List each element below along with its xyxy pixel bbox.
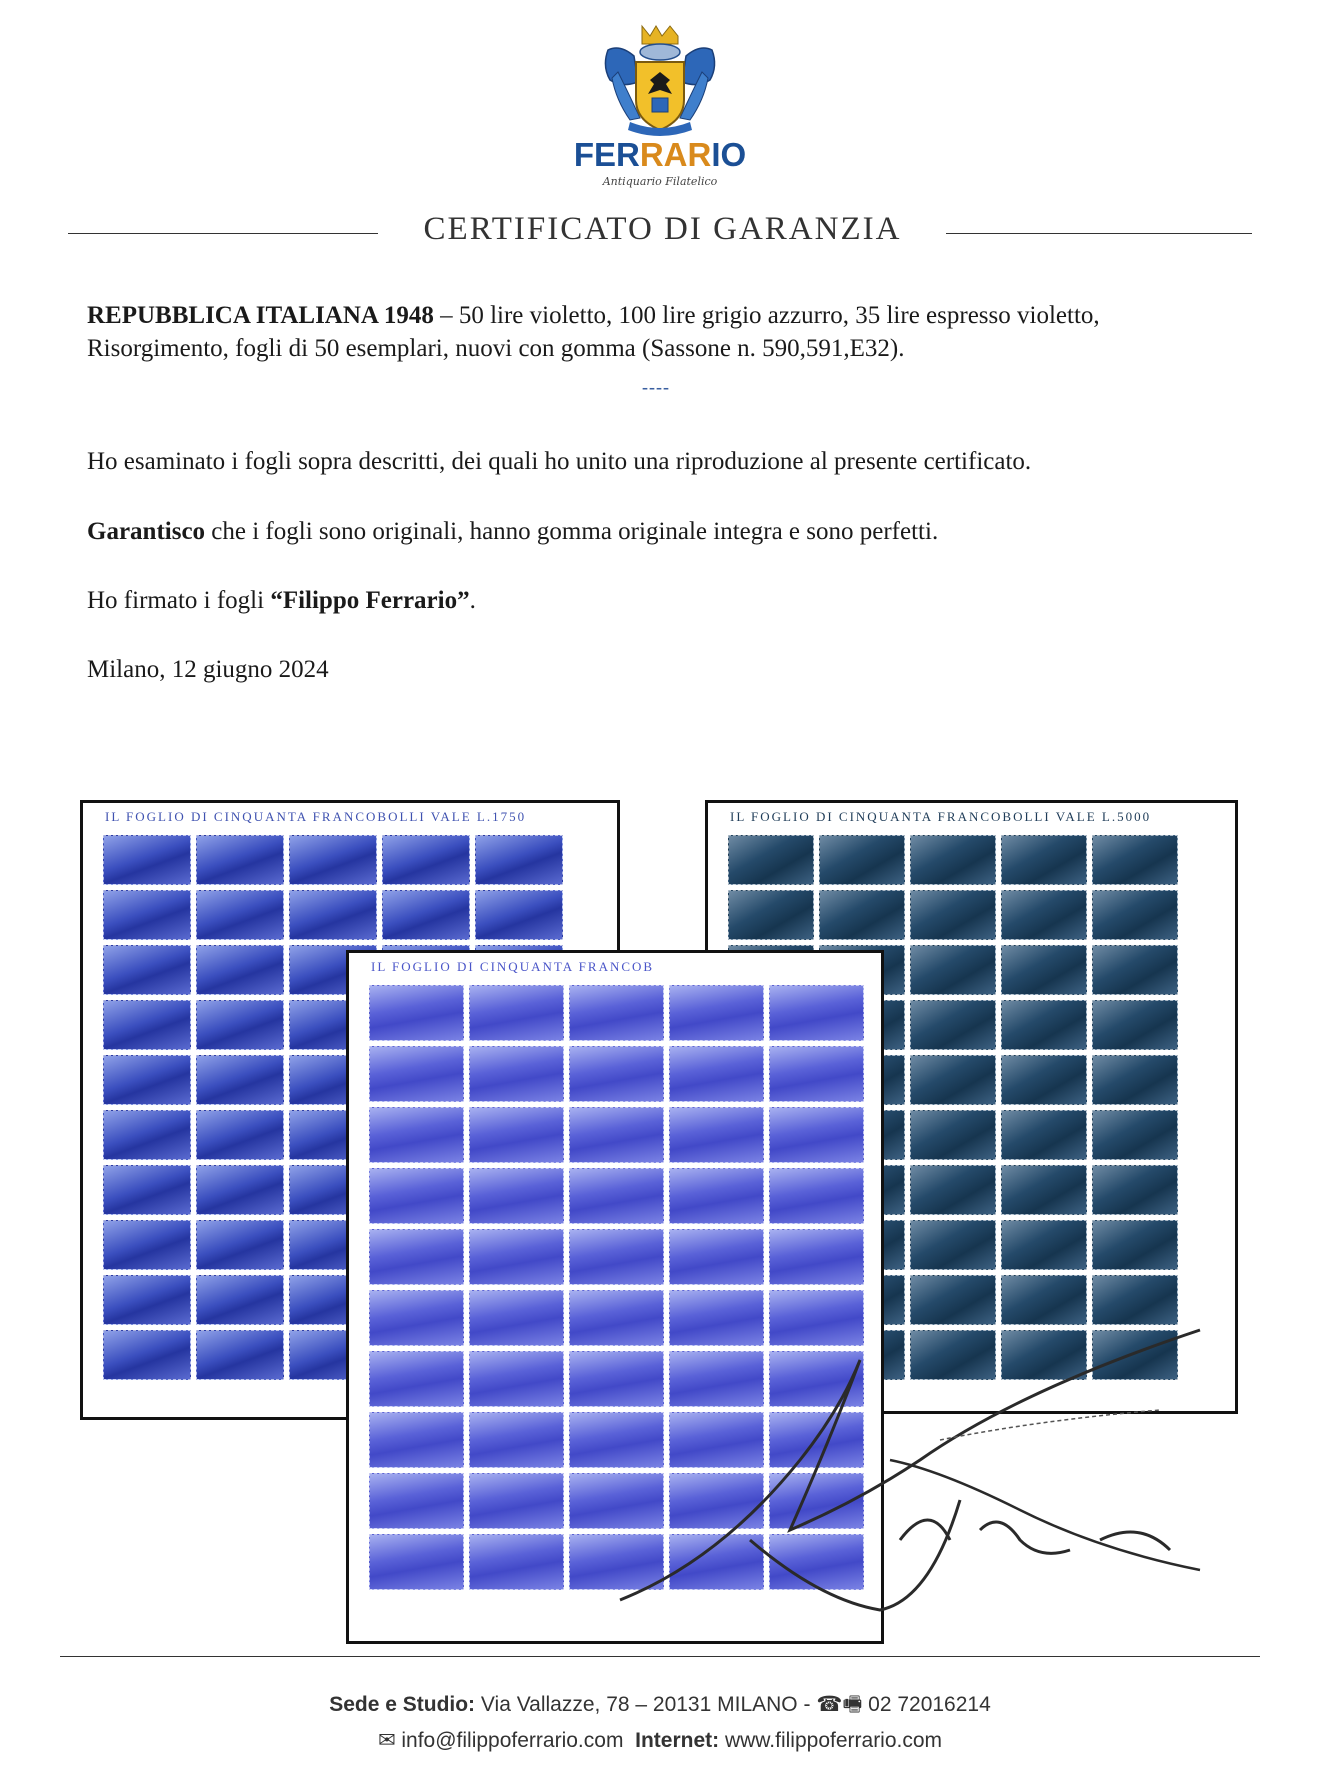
stamp [469, 1473, 564, 1529]
stamp [769, 985, 864, 1041]
stamp [196, 1110, 284, 1160]
stamp [369, 1229, 464, 1285]
sheet-margin-text: IL FOGLIO DI CINQUANTA FRANCOB [371, 959, 655, 974]
brand-name-part2: RAR [639, 136, 712, 173]
stamp [769, 1046, 864, 1102]
sheet-margin-text: IL FOGLIO DI CINQUANTA FRANCOBOLLI VALE L.5000 [730, 809, 1152, 824]
stamp [910, 1165, 996, 1215]
stamp [910, 1000, 996, 1050]
stamp [196, 890, 284, 940]
signature-paragraph [87, 584, 1247, 617]
certificate-title: CERTIFICATO DI GARANZIA [423, 211, 902, 247]
stamp [196, 835, 284, 885]
footer-internet-label: Internet: [635, 1729, 720, 1752]
stamp [1001, 835, 1087, 885]
signature-name: “Filippo Ferrario” [270, 587, 470, 614]
stamp [728, 890, 814, 940]
stamp [469, 1534, 564, 1590]
handwritten-signature [600, 1300, 1240, 1630]
envelope-icon: ✉ [377, 1729, 402, 1752]
stamp [1001, 1165, 1087, 1215]
stamp [382, 890, 470, 940]
signature-post: . [469, 587, 476, 614]
stamp [569, 1168, 664, 1224]
stamp [1001, 1055, 1087, 1105]
stamp [819, 890, 905, 940]
footer-website[interactable]: www.filippoferrario.com [724, 1729, 943, 1752]
stamp [1092, 1110, 1178, 1160]
stamp [289, 890, 377, 940]
stamp [469, 1107, 564, 1163]
stamp [196, 1220, 284, 1270]
footer-address: Via Vallazze, 78 – 20131 MILANO - [475, 1693, 817, 1716]
stamp [103, 945, 191, 995]
stamp [369, 1168, 464, 1224]
stamp [669, 1046, 764, 1102]
stamp [103, 1330, 191, 1380]
stamp [669, 1168, 764, 1224]
stamp [910, 945, 996, 995]
stamp [196, 945, 284, 995]
stamp [569, 985, 664, 1041]
stamp [196, 1000, 284, 1050]
stamp [910, 1055, 996, 1105]
stamp [1001, 945, 1087, 995]
brand-tagline: Antiquario Filatelico [602, 175, 718, 188]
stamp [369, 1473, 464, 1529]
signature-pre: Ho firmato i fogli [87, 587, 271, 614]
stamp [669, 1107, 764, 1163]
brand-name-part3: IO [711, 136, 747, 173]
stamp [669, 985, 764, 1041]
guarantee-paragraph [87, 515, 1247, 548]
sheet-margin-text: IL FOGLIO DI CINQUANTA FRANCOBOLLI VALE L.1750 [105, 809, 527, 824]
stamp [910, 890, 996, 940]
title-rule-left [68, 233, 378, 234]
stamp [369, 1107, 464, 1163]
stamp [369, 1290, 464, 1346]
description-lead: REPUBBLICA ITALIANA 1948 [87, 302, 434, 329]
footer-contact-line [0, 1728, 1320, 1753]
stamp [910, 1110, 996, 1160]
stamp [1001, 1220, 1087, 1270]
stamp [469, 1046, 564, 1102]
brand-name-part1: FER [573, 136, 640, 173]
separator: ---- [642, 377, 670, 397]
footer-rule [60, 1656, 1260, 1657]
stamp [1001, 890, 1087, 940]
coat-of-arms-logo [600, 22, 720, 140]
stamp [289, 835, 377, 885]
stamp [1092, 890, 1178, 940]
stamp [475, 890, 563, 940]
stamp [369, 985, 464, 1041]
stamp [910, 835, 996, 885]
description-rest: – 50 lire violetto, 100 lire grigio azzurro, 35 lire espresso violetto, Risorgimento, fogli di 50 esemplari, nuovi con gomma (Sassone n. 590,591,E32). [87, 302, 1100, 362]
place-date: Milano, 12 giugno 2024 [87, 656, 329, 683]
stamp [469, 1168, 564, 1224]
stamp [769, 1107, 864, 1163]
footer-office-label: Sede e Studio: [329, 1693, 476, 1716]
stamp [196, 1165, 284, 1215]
stamp [469, 985, 564, 1041]
stamp [103, 1055, 191, 1105]
stamp [910, 1220, 996, 1270]
stamp [769, 1229, 864, 1285]
phone-fax-icon: ☎🖷 [816, 1693, 869, 1716]
stamp-description [87, 299, 1247, 365]
stamp [369, 1046, 464, 1102]
examination-paragraph: Ho esaminato i fogli sopra descritti, dei quali ho unito una riproduzione al presente certificato. [87, 448, 1032, 475]
footer-address-line [0, 1690, 1320, 1725]
stamp [569, 1107, 664, 1163]
stamp [369, 1534, 464, 1590]
title-rule-right [946, 233, 1252, 234]
brand-name [560, 136, 760, 174]
stamp [469, 1290, 564, 1346]
stamp [196, 1275, 284, 1325]
stamp [819, 835, 905, 885]
stamp [103, 1110, 191, 1160]
stamp [1092, 1055, 1178, 1105]
stamp [728, 835, 814, 885]
stamp [1092, 835, 1178, 885]
stamp [475, 835, 563, 885]
stamp [669, 1229, 764, 1285]
stamp [196, 1330, 284, 1380]
stamp [369, 1412, 464, 1468]
stamp [469, 1229, 564, 1285]
stamp [569, 1229, 664, 1285]
guarantee-lead: Garantisco [87, 518, 206, 545]
stamp [469, 1412, 564, 1468]
stamp [469, 1351, 564, 1407]
footer-email[interactable]: info@filippoferrario.com [401, 1729, 624, 1752]
stamp [196, 1055, 284, 1105]
stamp [1092, 945, 1178, 995]
stamp [103, 1165, 191, 1215]
stamp [103, 1275, 191, 1325]
stamp [769, 1168, 864, 1224]
stamp [1092, 1000, 1178, 1050]
stamp [103, 890, 191, 940]
footer-phone: 02 72016214 [868, 1693, 991, 1716]
guarantee-rest: che i fogli sono originali, hanno gomma originale integra e sono perfetti. [205, 518, 939, 545]
stamp [103, 1220, 191, 1270]
stamp [103, 1000, 191, 1050]
stamp [369, 1351, 464, 1407]
stamp [103, 835, 191, 885]
stamp [569, 1046, 664, 1102]
stamp [382, 835, 470, 885]
stamp [1001, 1110, 1087, 1160]
stamp [1001, 1000, 1087, 1050]
stamp [1092, 1165, 1178, 1215]
stamp [1092, 1220, 1178, 1270]
